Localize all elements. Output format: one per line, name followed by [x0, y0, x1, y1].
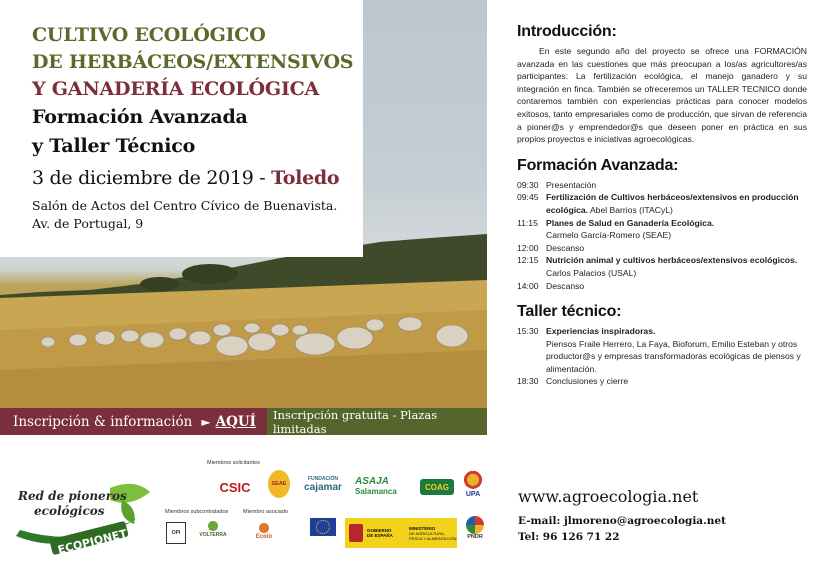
schedule-time: 12:15: [517, 255, 539, 266]
schedule-text: Presentación: [546, 179, 597, 190]
registration-bar: [0, 408, 267, 435]
ministerio-top: MINISTERIO: [409, 525, 436, 531]
event-city: Toledo: [271, 167, 340, 189]
cajamar-logo: [297, 476, 349, 498]
schedule-text: Descanso: [546, 280, 585, 291]
schedule-row: [517, 280, 807, 293]
leaf-icon: [206, 520, 220, 532]
schedule-row: [517, 325, 807, 375]
network-line-2: ecológicos: [34, 504, 105, 518]
schedule-topic: Planes de Salud en Ganadería Ecológica.: [546, 217, 715, 228]
network-line-1: Red de pioneros: [18, 489, 127, 503]
gobierno-logo: [345, 518, 457, 548]
label-asociado: Miembro asociado: [243, 509, 288, 515]
schedule-time: 15:30: [517, 326, 539, 337]
intro-paragraph: En este segundo año del proyecto se ofrece una FORMACIÓN avanzada en las cuestiones que más preocupan a los/as agricultores/as participantes: La fertilización ecológica, el manejo ganadero y su integración en finca. También se ofreceremos un TALLER TECNICO donde contaremos también con experiencias prácticas para conocer modelos exitosos, tanto empresariales como de producción, que sirvan de referencia a pioner@s y emprendedor@s que deseen poner en práctica en sus propios proyectos e iniciativas agroecológicas.: [517, 46, 807, 145]
formacion-schedule: [517, 179, 807, 292]
label-solicitantes: Miembros solicitantes: [207, 460, 260, 466]
schedule-speaker: Carlos Palacios (USAL): [546, 267, 637, 278]
pndr-logo: [464, 516, 486, 546]
csic-logo: CSIC: [219, 479, 251, 495]
title-line-3: Y GANADERÍA ECOLÓGICA: [32, 78, 320, 100]
schedule-time: 14:00: [517, 280, 539, 291]
schedule-speaker: Abel Barrios (ITACyL): [588, 204, 673, 215]
title-line-1: CULTIVO ECOLÓGICO: [32, 24, 266, 46]
schedule-speaker: Piensos Fraile Herrero, La Faya, Bioforum, Emilio Esteban y otros productor@s y empresas transformadoras ecológicas de piensos y alimentación.: [546, 338, 801, 374]
label-subcontratados: Miembros subcontratados: [165, 509, 229, 515]
subtitle-line-1: Formación Avanzada: [32, 106, 248, 128]
eu-flag-icon: [310, 518, 336, 536]
ecolo-logo: [244, 522, 284, 544]
ecopionet-logo: [10, 478, 160, 558]
eu-stars-icon: [316, 520, 330, 534]
intro-heading: Introducción:: [517, 23, 617, 40]
website-link[interactable]: www.agroecologia.net: [518, 487, 699, 506]
schedule-time: 09:45: [517, 192, 539, 203]
ecolo-name: Ecolo: [255, 534, 273, 540]
taller-schedule: [517, 325, 807, 388]
seae-logo: SEAE: [268, 470, 290, 498]
intro-text: [517, 45, 807, 146]
schedule-speaker: Carmelo García-Romero (SEAE): [546, 230, 672, 241]
schedule-row: [517, 191, 807, 216]
volterra-name: VOLTERRA: [199, 532, 227, 538]
hero-photo: [0, 0, 487, 408]
date-text: 3 de diciembre de 2019: [32, 167, 254, 189]
schedule-topic: Nutrición animal y cultivos herbáceos/extensivos ecológicos.: [546, 255, 798, 266]
subtitle-line-2: y Taller Técnico: [32, 135, 196, 157]
contact-email[interactable]: E-mail: jlmoreno@agroecologia.net: [518, 515, 726, 527]
volterra-logo: [196, 520, 230, 544]
pndr-circle-icon: [466, 516, 484, 534]
gobierno-top: GOBIERNO: [367, 528, 392, 533]
pndr-name: PNDR: [467, 534, 483, 540]
contact-phone: Tel: 96 126 71 22: [518, 531, 620, 543]
cajamar-name: cajamar: [304, 482, 342, 493]
title-line-2: DE HERBÁCEOS/EXTENSIVOS: [32, 51, 354, 73]
date-separator: -: [253, 167, 272, 189]
schedule-topic: Fertilización de Cultivos herbáceos/extensivos en producción ecológica.: [546, 192, 799, 215]
event-date: [32, 163, 363, 194]
asaja-top: ASAJA: [355, 476, 389, 487]
schedule-row: [517, 242, 807, 255]
coag-logo: COAG: [420, 479, 454, 495]
flower-icon: [257, 522, 271, 534]
formacion-heading: Formación Avanzada:: [517, 156, 679, 174]
asaja-logo: [355, 476, 413, 498]
free-registration-note: Inscripción gratuita - Plazas limitadas: [273, 407, 438, 436]
cajamar-top: FUNDACIÓN: [308, 476, 338, 482]
venue-line-1: Salón de Actos del Centro Cívico de Buenavista.: [32, 198, 338, 213]
schedule-time: 18:30: [517, 376, 539, 387]
schedule-row: [517, 375, 807, 388]
schedule-time: 11:15: [517, 217, 538, 228]
schedule-text: Descanso: [546, 242, 585, 253]
schedule-topic: Experiencias inspiradoras.: [546, 326, 656, 337]
gobierno-name: DE ESPAÑA: [367, 533, 393, 538]
schedule-row: [517, 217, 807, 242]
schedule-row: [517, 179, 807, 192]
registration-link[interactable]: AQUÍ: [215, 413, 256, 430]
free-registration-bar: [267, 408, 487, 435]
network-line-3: ECOPIONET: [56, 526, 129, 557]
taller-heading: Taller técnico:: [517, 303, 622, 321]
venue-line-2: Av. de Portugal, 9: [32, 216, 144, 231]
ministerio-name: DE AGRICULTURA, PESCA Y ALIMENTACIÓN: [409, 530, 457, 541]
schedule-row: [517, 254, 807, 279]
opi-logo: OPI: [166, 522, 186, 544]
event-title-box: [0, 0, 363, 257]
coat-of-arms-icon: [349, 524, 363, 542]
registration-label: Inscripción & información: [13, 413, 193, 430]
upa-logo: UPA: [463, 470, 483, 498]
schedule-time: 09:30: [517, 179, 539, 190]
schedule-time: 12:00: [517, 242, 539, 253]
asaja-name: Salamanca: [355, 487, 397, 496]
play-arrow-icon: ►: [201, 414, 211, 429]
schedule-text: Conclusiones y cierre: [546, 376, 629, 387]
program-panel: [517, 22, 807, 388]
